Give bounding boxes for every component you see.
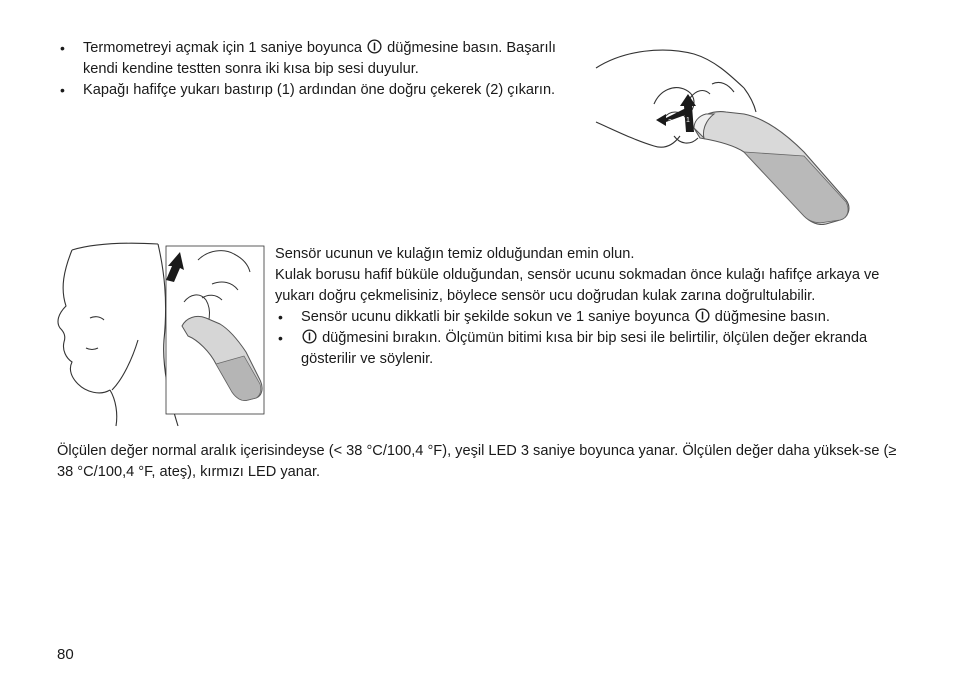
- paragraph: Sensör ucunun ve kulağın temiz olduğundan emin olun.: [275, 246, 635, 262]
- middle-instructions: [275, 244, 905, 370]
- cap-removal-illustration: [594, 40, 854, 225]
- ear-measurement-illustration: [52, 240, 266, 428]
- power-button-icon: [367, 39, 382, 54]
- result-paragraph: Ölçülen değer normal aralık içerisindeyse (< 38 °C/100,4 °F), yeşil LED 3 saniye boyunca yanar. Ölçülen değer daha yüksek-se (≥ 38 °C/100,4 °F, ateş), kırmızı LED yanar.: [57, 443, 897, 480]
- list-item: [275, 307, 905, 328]
- middle-bullets: [275, 307, 905, 370]
- instruction-text-after: düğmesine basın. Başarılı kendi kendine testten sonra iki kısa bip sesi duyulur.: [83, 40, 556, 77]
- instruction-text-before: Termometreyi açmak için 1 saniye boyunca: [83, 40, 363, 56]
- bullet-dot: •: [60, 40, 65, 56]
- arrow-label: 1: [686, 117, 690, 124]
- list-item: [275, 328, 905, 370]
- list-item: [57, 80, 587, 101]
- power-button-icon: [695, 308, 710, 323]
- top-instructions: [57, 38, 587, 101]
- instruction-text: Kapağı hafifçe yukarı bastırıp (1) ardından öne doğru çekerek (2) çıkarın.: [83, 82, 556, 98]
- bullet-dot: •: [60, 82, 65, 98]
- list-item: [57, 38, 587, 80]
- bullet-dot: •: [278, 309, 283, 325]
- paragraph: Kulak borusu hafif büküle olduğundan, sensör ucunu sokmadan önce kulağı hafifçe arkaya ve yukarı doğru çekmelisiniz, böylece sensör ucu doğrudan kulak zarına doğrultulabilir.: [275, 267, 880, 304]
- instruction-text-after: düğmesini bırakın. Ölçümün bitimi kısa bir bip sesi ile belirtilir, ölçülen değer ekranda gösterilir ve söylenir.: [301, 330, 868, 367]
- instruction-text-after: düğmesine basın.: [714, 309, 830, 325]
- page-number: 80: [57, 646, 74, 663]
- bullet-dot: •: [278, 330, 283, 346]
- instruction-text-before: Sensör ucunu dikkatli bir şekilde sokun ve 1 saniye boyunca: [301, 309, 690, 325]
- power-button-icon: [302, 329, 317, 344]
- arrow-label: 2: [668, 119, 672, 126]
